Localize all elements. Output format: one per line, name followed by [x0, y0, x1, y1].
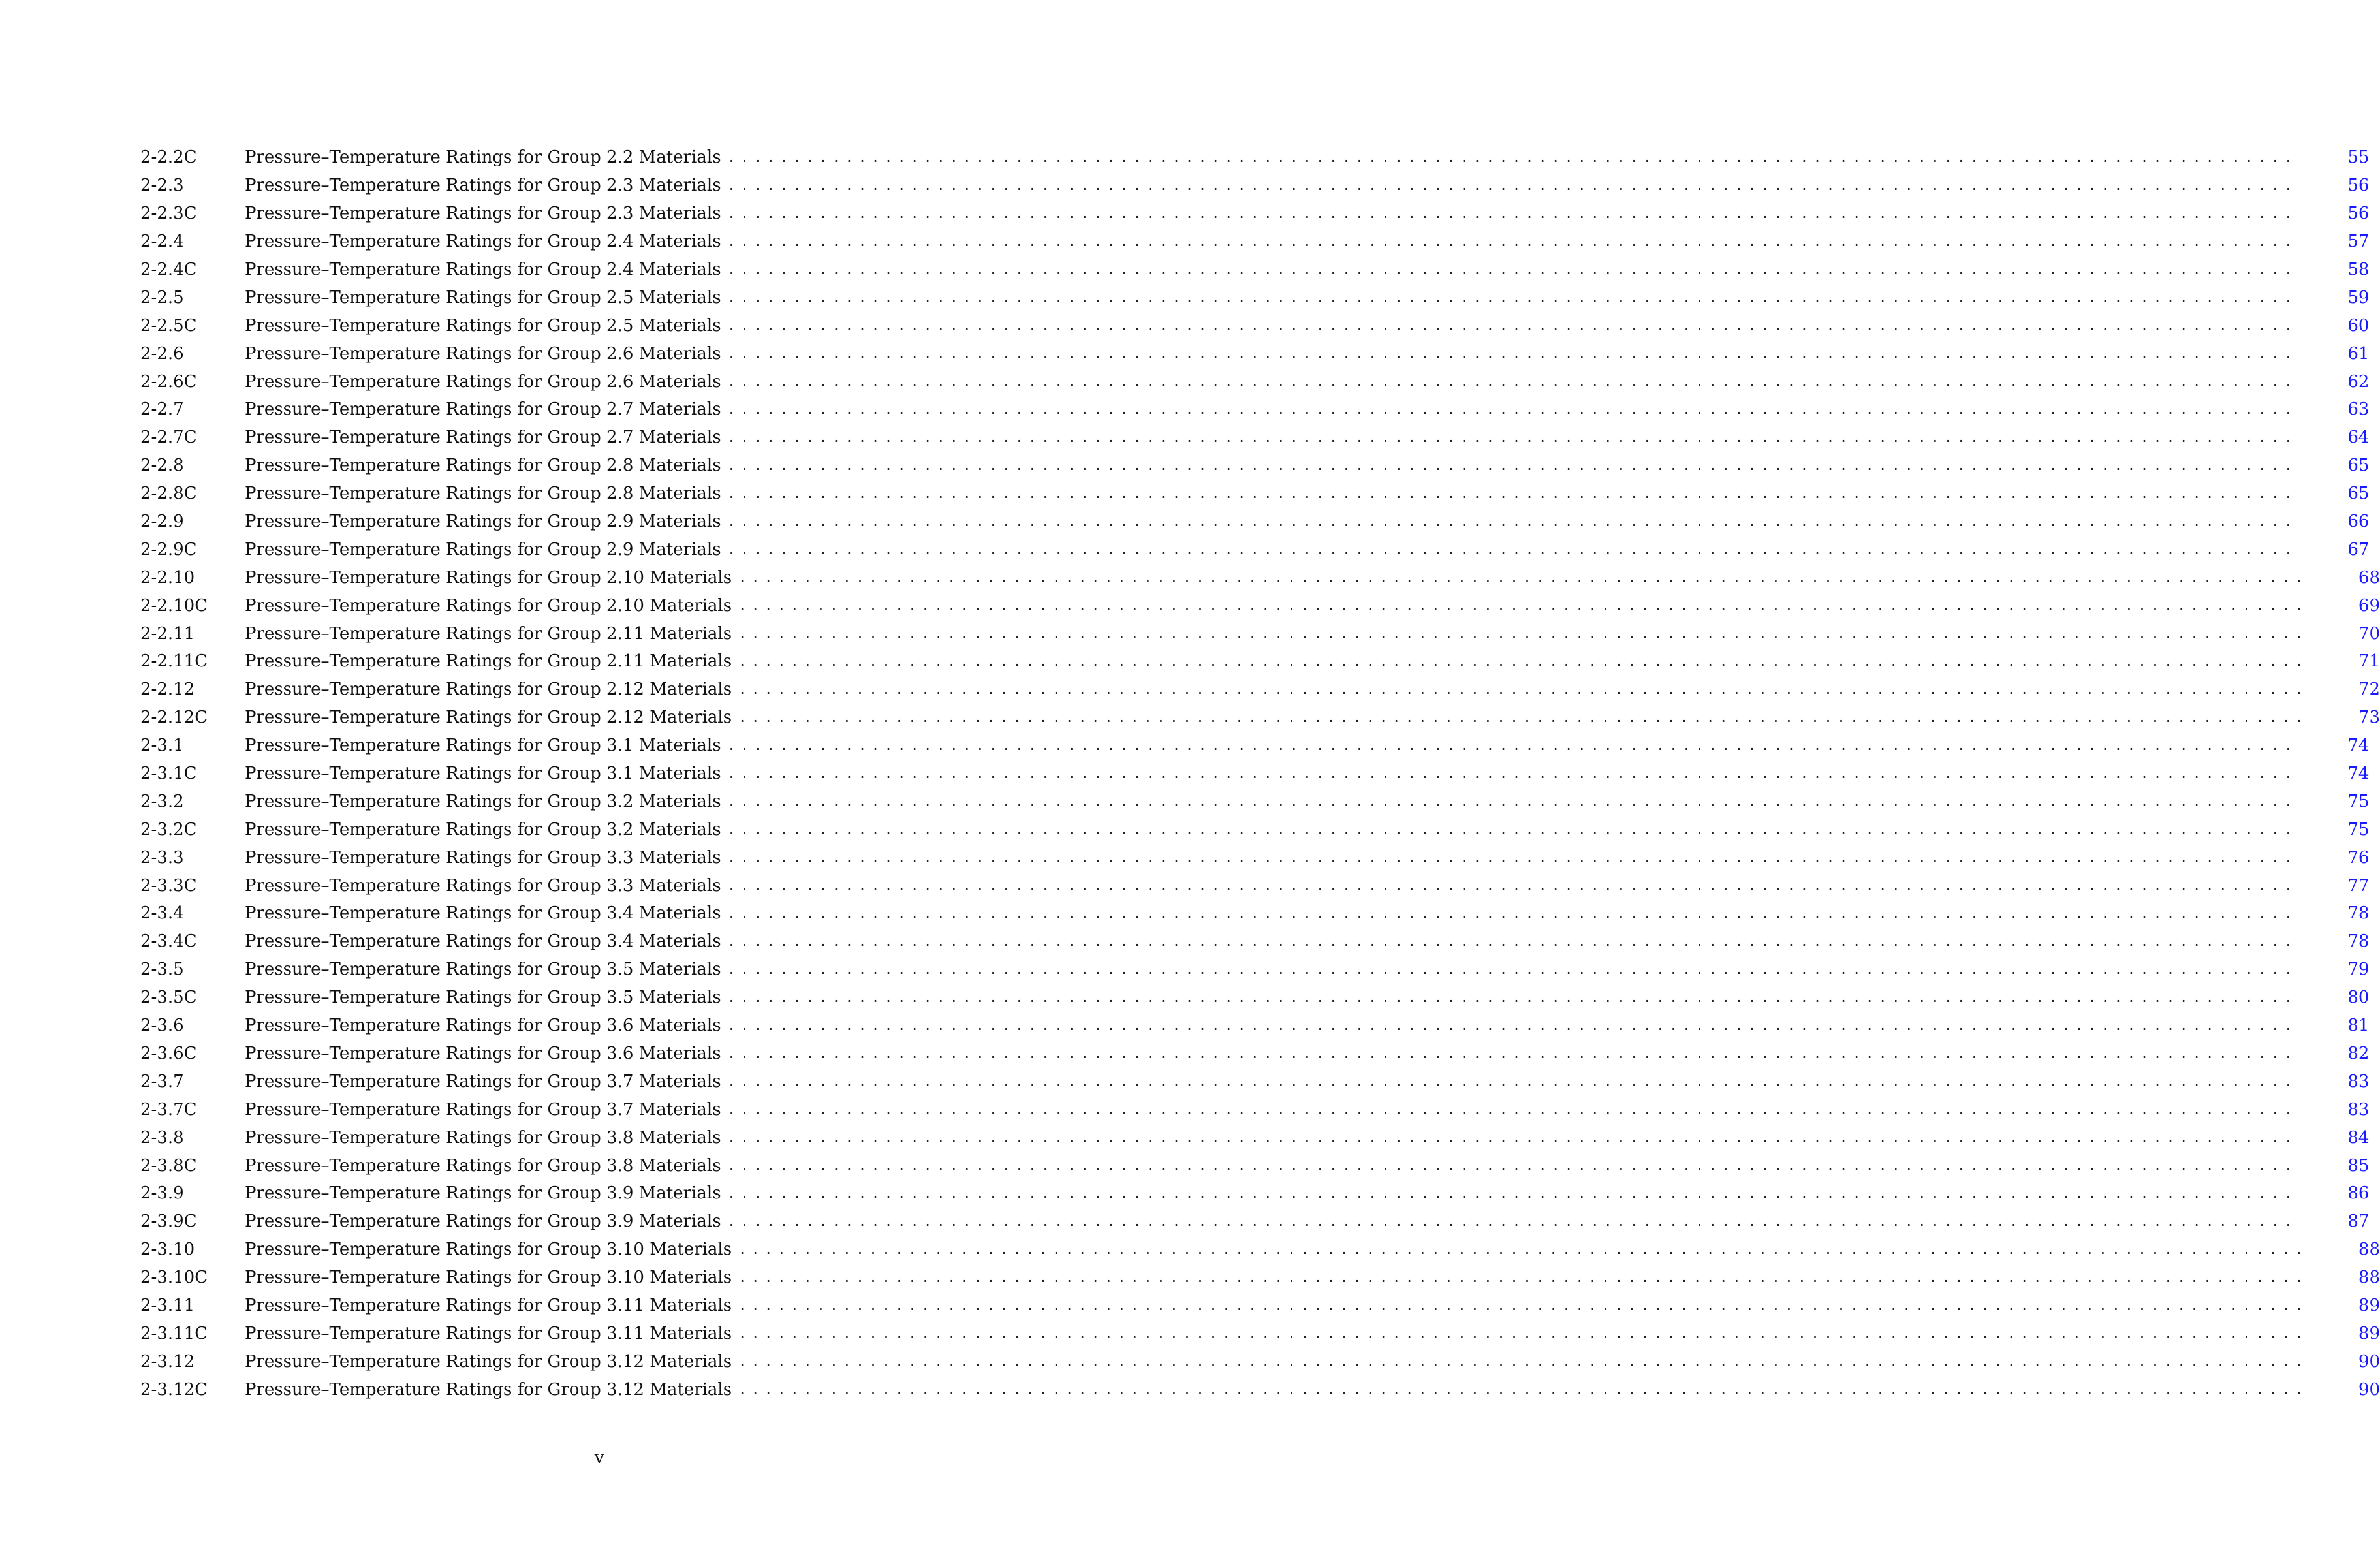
toc-entry-page-link[interactable]: 58	[2347, 260, 2370, 279]
dot-leader: ........................................................................................................................	[738, 1242, 2308, 1258]
toc-entry[interactable]	[140, 1208, 2370, 1236]
toc-entry-title: Pressure–Temperature Ratings for Group 3.8 Materials	[245, 1155, 721, 1176]
toc-entry-title: Pressure–Temperature Ratings for Group 2.8 Materials	[245, 456, 721, 476]
toc-entry-title: Pressure–Temperature Ratings for Group 3.11 Materials	[245, 1323, 732, 1343]
toc-entry-number: 2-2.4	[140, 232, 184, 252]
dot-leader: ........................................................................................................................	[738, 1325, 2308, 1341]
toc-entry-page-link[interactable]: 57	[2347, 232, 2370, 252]
toc-entry-number: 2-2.6	[140, 343, 184, 364]
toc-entry-number: 2-3.3C	[140, 875, 197, 896]
toc-entry-title: Pressure–Temperature Ratings for Group 3.9 Materials	[245, 1212, 721, 1232]
toc-entry-title: Pressure–Temperature Ratings for Group 3.6 Materials	[245, 1043, 721, 1063]
toc-entry-number: 2-3.3	[140, 847, 184, 868]
toc-entry-page-link[interactable]: 83	[2347, 1071, 2370, 1091]
toc-entry-title: Pressure–Temperature Ratings for Group 3.8 Materials	[245, 1127, 721, 1148]
toc-entry[interactable]	[140, 732, 2370, 760]
toc-entry-title: Pressure–Temperature Ratings for Group 3.2 Materials	[245, 791, 721, 811]
toc-entry-page-link[interactable]: 62	[2347, 371, 2370, 392]
toc-entry-title: Pressure–Temperature Ratings for Group 2.2 Materials	[245, 148, 721, 168]
dot-leader: ........................................................................................................................	[738, 1270, 2308, 1286]
toc-entry-number: 2-2.9	[140, 512, 184, 532]
toc-entry-page-link[interactable]: 79	[2347, 960, 2370, 980]
dot-leader: ........................................................................................................................	[738, 569, 2308, 586]
toc-entry-page-link[interactable]: 75	[2347, 819, 2370, 839]
toc-entry-page-link[interactable]: 85	[2347, 1155, 2370, 1176]
toc-entry-title: Pressure–Temperature Ratings for Group 2.3 Materials	[245, 204, 721, 224]
toc-entry[interactable]	[140, 283, 2370, 311]
dot-leader: ........................................................................................................................	[727, 401, 2298, 418]
toc-entry-number: 2-3.2C	[140, 819, 197, 839]
toc-entry-title: Pressure–Temperature Ratings for Group 3.12 Materials	[245, 1351, 732, 1371]
dot-leader: ........................................................................................................................	[727, 178, 2298, 194]
toc-entry-title: Pressure–Temperature Ratings for Group 3.3 Materials	[245, 875, 721, 896]
dot-leader: ........................................................................................................................	[727, 373, 2298, 390]
toc-entry-title: Pressure–Temperature Ratings for Group 2.4 Materials	[245, 232, 721, 252]
toc-entry[interactable]	[140, 452, 2370, 480]
toc-entry-title: Pressure–Temperature Ratings for Group 2.9 Materials	[245, 512, 721, 532]
toc-entry-title: Pressure–Temperature Ratings for Group 3.9 Materials	[245, 1183, 721, 1204]
toc-entry[interactable]	[140, 200, 2370, 228]
toc-entry-number: 2-2.3	[140, 176, 184, 196]
toc-entry-number: 2-3.10C	[140, 1268, 208, 1288]
toc-entry-title: Pressure–Temperature Ratings for Group 3.7 Materials	[245, 1099, 721, 1120]
dot-leader: ........................................................................................................................	[738, 597, 2308, 614]
toc-entry-number: 2-3.1	[140, 736, 184, 756]
toc-entry[interactable]	[140, 1236, 2380, 1264]
toc-entry-title: Pressure–Temperature Ratings for Group 2.9 Materials	[245, 539, 721, 559]
toc-entry-page-link[interactable]: 78	[2347, 932, 2370, 952]
toc-entry-number: 2-3.6	[140, 1016, 184, 1036]
toc-entry[interactable]	[140, 956, 2370, 984]
toc-entry-title: Pressure–Temperature Ratings for Group 2.5 Materials	[245, 287, 721, 307]
dot-leader: ........................................................................................................................	[727, 514, 2298, 530]
dot-leader: ........................................................................................................................	[727, 793, 2298, 809]
toc-entry[interactable]	[140, 843, 2370, 871]
toc-entry-page-link[interactable]: 89	[2358, 1295, 2380, 1315]
toc-entry[interactable]	[140, 676, 2380, 704]
dot-leader: ........................................................................................................................	[727, 262, 2298, 277]
toc-entry-page-link[interactable]: 84	[2347, 1127, 2370, 1148]
toc-entry-number: 2-2.9C	[140, 539, 197, 559]
dot-leader: ........................................................................................................................	[727, 317, 2298, 334]
toc-entry-page-link[interactable]: 76	[2347, 847, 2370, 868]
dot-leader: ........................................................................................................................	[727, 458, 2298, 474]
dot-leader: ........................................................................................................................	[727, 877, 2298, 894]
toc-entry[interactable]	[140, 648, 2380, 676]
toc-entry-title: Pressure–Temperature Ratings for Group 3.5 Materials	[245, 960, 721, 980]
toc-entry[interactable]	[140, 928, 2370, 956]
toc-entry-title: Pressure–Temperature Ratings for Group 2.7 Materials	[245, 400, 721, 420]
toc-entry-title: Pressure–Temperature Ratings for Group 3.11 Materials	[245, 1295, 732, 1315]
toc-entry-page-link[interactable]: 88	[2358, 1268, 2380, 1288]
toc-entry-number: 2-3.9C	[140, 1212, 197, 1232]
dot-leader: ........................................................................................................................	[738, 682, 2308, 698]
toc-entry-number: 2-2.3C	[140, 204, 197, 224]
toc-entry-page-link[interactable]: 56	[2347, 204, 2370, 224]
toc-entry-title: Pressure–Temperature Ratings for Group 3.1 Materials	[245, 764, 721, 784]
toc-entry-number: 2-3.4C	[140, 932, 197, 952]
toc-entry-page-link[interactable]: 59	[2347, 287, 2370, 307]
toc-entry-number: 2-2.6C	[140, 371, 197, 392]
toc-entry[interactable]	[140, 535, 2370, 563]
toc-entry-number: 2-2.11C	[140, 651, 208, 672]
toc-entry-page-link[interactable]: 90	[2358, 1351, 2380, 1371]
dot-leader: ........................................................................................................................	[727, 905, 2298, 922]
toc-entry-page-link[interactable]: 60	[2347, 315, 2370, 336]
dot-leader: ........................................................................................................................	[727, 206, 2298, 222]
toc-entry-title: Pressure–Temperature Ratings for Group 2.10 Materials	[245, 595, 732, 616]
toc-entry-number: 2-3.1C	[140, 764, 197, 784]
toc-entry[interactable]	[140, 1319, 2380, 1347]
toc-entry-number: 2-2.11	[140, 623, 195, 644]
toc-entry-number: 2-3.11	[140, 1295, 195, 1315]
toc-entry-page-link[interactable]: 83	[2347, 1099, 2370, 1120]
toc-entry-title: Pressure–Temperature Ratings for Group 2.10 Materials	[245, 567, 732, 588]
dot-leader: ........................................................................................................................	[727, 990, 2298, 1006]
toc-entry-number: 2-2.10C	[140, 595, 208, 616]
toc-entry-page-link[interactable]: 74	[2347, 736, 2370, 756]
toc-entry[interactable]	[140, 480, 2370, 508]
toc-entry-title: Pressure–Temperature Ratings for Group 3.4 Materials	[245, 903, 721, 924]
toc-entry[interactable]	[140, 760, 2370, 788]
toc-entry-page-link[interactable]: 70	[2358, 623, 2380, 644]
toc-entry-title: Pressure–Temperature Ratings for Group 3.6 Materials	[245, 1016, 721, 1036]
toc-entry-page-link[interactable]: 77	[2347, 875, 2370, 896]
toc-entry-title: Pressure–Temperature Ratings for Group 3.10 Materials	[245, 1268, 732, 1288]
dot-leader: ........................................................................................................................	[738, 625, 2308, 642]
toc-entry-title: Pressure–Temperature Ratings for Group 2.12 Materials	[245, 680, 732, 700]
toc-entry-page-link[interactable]: 82	[2347, 1043, 2370, 1063]
dot-leader: ........................................................................................................................	[727, 1101, 2298, 1118]
toc-entry[interactable]	[140, 424, 2370, 452]
toc-entry-page-link[interactable]: 63	[2347, 400, 2370, 420]
toc-entry-number: 2-2.12C	[140, 708, 208, 728]
toc-entry-page-link[interactable]: 81	[2347, 1016, 2370, 1036]
toc-entry-page-link[interactable]: 89	[2358, 1323, 2380, 1343]
dot-leader: ........................................................................................................................	[727, 149, 2298, 166]
toc-entry[interactable]	[140, 228, 2370, 256]
toc-entry-page-link[interactable]: 69	[2358, 595, 2380, 616]
toc-entry[interactable]	[140, 1292, 2380, 1320]
dot-leader: ........................................................................................................................	[727, 289, 2298, 306]
toc-entry[interactable]	[140, 1264, 2380, 1292]
toc-entry[interactable]	[140, 508, 2370, 536]
toc-entry[interactable]	[140, 1067, 2370, 1095]
toc-entry-page-link[interactable]: 86	[2347, 1183, 2370, 1204]
toc-entry[interactable]	[140, 563, 2380, 591]
toc-entry-title: Pressure–Temperature Ratings for Group 3.5 Materials	[245, 988, 721, 1008]
dot-leader: ........................................................................................................................	[727, 234, 2298, 250]
dot-leader: ........................................................................................................................	[727, 345, 2298, 362]
toc-entry[interactable]	[140, 984, 2370, 1012]
toc-entry-page-link[interactable]: 67	[2347, 539, 2370, 559]
toc-entry-number: 2-3.2	[140, 791, 184, 811]
toc-entry-title: Pressure–Temperature Ratings for Group 2.6 Materials	[245, 371, 721, 392]
toc-entry-number: 2-3.10	[140, 1240, 195, 1260]
dot-leader: ........................................................................................................................	[727, 1214, 2298, 1230]
toc-entry-page-link[interactable]: 66	[2347, 512, 2370, 532]
toc-entry-page-link[interactable]: 73	[2358, 708, 2380, 728]
toc-entry-number: 2-3.5	[140, 960, 184, 980]
toc-entry-title: Pressure–Temperature Ratings for Group 3.3 Materials	[245, 847, 721, 868]
toc-entry[interactable]	[140, 1095, 2370, 1123]
dot-leader: ........................................................................................................................	[727, 541, 2298, 557]
dot-leader: ........................................................................................................................	[738, 653, 2308, 670]
toc-entry[interactable]	[140, 900, 2370, 928]
toc-entry-number: 2-2.10	[140, 567, 195, 588]
toc-entry[interactable]	[140, 619, 2380, 648]
toc-entry-title: Pressure–Temperature Ratings for Group 3.1 Materials	[245, 736, 721, 756]
toc-entry-number: 2-2.8C	[140, 484, 197, 504]
toc-entry-page-link[interactable]: 72	[2358, 680, 2380, 700]
toc-entry-page-link[interactable]: 65	[2347, 456, 2370, 476]
toc-entry-number: 2-3.5C	[140, 988, 197, 1008]
toc-entry[interactable]	[140, 787, 2370, 815]
toc-entry-page-link[interactable]: 75	[2347, 791, 2370, 811]
toc-entry-page-link[interactable]: 80	[2347, 988, 2370, 1008]
toc-entry[interactable]	[140, 815, 2370, 843]
dot-leader: ........................................................................................................................	[727, 1185, 2298, 1202]
toc-entry-page-link[interactable]: 55	[2347, 148, 2370, 168]
toc-entry[interactable]	[140, 1152, 2370, 1180]
dot-leader: ........................................................................................................................	[727, 1157, 2298, 1174]
toc-entry-number: 2-3.12	[140, 1351, 195, 1371]
toc-entry-title: Pressure–Temperature Ratings for Group 3.7 Materials	[245, 1071, 721, 1091]
toc-entry-number: 2-3.7	[140, 1071, 184, 1091]
dot-leader: ........................................................................................................................	[738, 1297, 2308, 1313]
dot-leader: ........................................................................................................................	[727, 962, 2298, 978]
table-of-contents	[140, 144, 2380, 1403]
toc-entry-page-link[interactable]: 87	[2347, 1212, 2370, 1232]
toc-entry-page-link[interactable]: 61	[2347, 343, 2370, 364]
toc-entry-number: 2-3.4	[140, 903, 184, 924]
dot-leader: ........................................................................................................................	[727, 486, 2298, 502]
toc-entry-title: Pressure–Temperature Ratings for Group 2.12 Materials	[245, 708, 732, 728]
dot-leader: ........................................................................................................................	[727, 933, 2298, 950]
toc-entry-page-link[interactable]: 68	[2358, 567, 2380, 588]
toc-entry-title: Pressure–Temperature Ratings for Group 3.4 Materials	[245, 932, 721, 952]
dot-leader: ........................................................................................................................	[727, 430, 2298, 446]
toc-entry[interactable]	[140, 1180, 2370, 1208]
toc-entry[interactable]	[140, 1040, 2370, 1068]
toc-entry-title: Pressure–Temperature Ratings for Group 3.12 Materials	[245, 1379, 732, 1400]
dot-leader: ........................................................................................................................	[727, 738, 2298, 754]
toc-entry-page-link[interactable]: 88	[2358, 1240, 2380, 1260]
toc-entry[interactable]	[140, 172, 2370, 200]
toc-entry[interactable]	[140, 704, 2380, 732]
toc-entry[interactable]	[140, 144, 2370, 172]
toc-entry[interactable]	[140, 1347, 2380, 1375]
dot-leader: ........................................................................................................................	[727, 1129, 2298, 1146]
toc-entry-title: Pressure–Temperature Ratings for Group 3.10 Materials	[245, 1240, 732, 1260]
dot-leader: ........................................................................................................................	[727, 821, 2298, 838]
toc-entry[interactable]	[140, 591, 2380, 619]
toc-entry-number: 2-3.9	[140, 1183, 184, 1204]
dot-leader: ........................................................................................................................	[727, 849, 2298, 866]
toc-entry-page-link[interactable]: 71	[2358, 651, 2380, 672]
toc-entry-page-link[interactable]: 65	[2347, 484, 2370, 504]
toc-entry-number: 2-3.12C	[140, 1379, 208, 1400]
toc-entry-number: 2-2.2C	[140, 148, 197, 168]
toc-entry[interactable]	[140, 368, 2370, 396]
toc-entry-page-link[interactable]: 90	[2358, 1379, 2380, 1400]
toc-entry[interactable]	[140, 1123, 2370, 1152]
dot-leader: ........................................................................................................................	[738, 1353, 2308, 1370]
toc-entry-title: Pressure–Temperature Ratings for Group 2.3 Materials	[245, 176, 721, 196]
dot-leader: ........................................................................................................................	[738, 710, 2308, 726]
toc-entry-title: Pressure–Temperature Ratings for Group 2.11 Materials	[245, 623, 732, 644]
toc-entry-number: 2-3.8C	[140, 1155, 197, 1176]
toc-entry-page-link[interactable]: 64	[2347, 428, 2370, 448]
toc-entry-title: Pressure–Temperature Ratings for Group 2.4 Materials	[245, 260, 721, 279]
toc-entry[interactable]	[140, 339, 2370, 368]
toc-entry-number: 2-2.4C	[140, 260, 197, 279]
page-number-footer: v	[594, 1448, 604, 1467]
toc-entry-number: 2-3.8	[140, 1127, 184, 1148]
dot-leader: ........................................................................................................................	[727, 1018, 2298, 1034]
toc-entry-number: 2-3.6C	[140, 1043, 197, 1063]
toc-entry-title: Pressure–Temperature Ratings for Group 2.6 Materials	[245, 343, 721, 364]
toc-entry-page-link[interactable]: 78	[2347, 903, 2370, 924]
toc-entry-page-link[interactable]: 74	[2347, 764, 2370, 784]
toc-entry-number: 2-2.8	[140, 456, 184, 476]
dot-leader: ........................................................................................................................	[727, 766, 2298, 782]
toc-entry-title: Pressure–Temperature Ratings for Group 2.7 Materials	[245, 428, 721, 448]
dot-leader: ........................................................................................................................	[727, 1073, 2298, 1089]
toc-entry[interactable]	[140, 311, 2370, 339]
toc-entry-number: 2-2.7C	[140, 428, 197, 448]
toc-entry[interactable]	[140, 1012, 2370, 1040]
toc-entry[interactable]	[140, 1375, 2380, 1403]
toc-entry-number: 2-3.11C	[140, 1323, 208, 1343]
dot-leader: ........................................................................................................................	[738, 1381, 2308, 1398]
toc-entry[interactable]	[140, 871, 2370, 900]
toc-entry-number: 2-2.12	[140, 680, 195, 700]
toc-entry-title: Pressure–Temperature Ratings for Group 2.11 Materials	[245, 651, 732, 672]
toc-entry-number: 2-3.7C	[140, 1099, 197, 1120]
toc-entry[interactable]	[140, 396, 2370, 424]
toc-entry-number: 2-2.5	[140, 287, 184, 307]
toc-entry-title: Pressure–Temperature Ratings for Group 2.5 Materials	[245, 315, 721, 336]
toc-entry[interactable]	[140, 256, 2370, 284]
toc-entry-title: Pressure–Temperature Ratings for Group 2.8 Materials	[245, 484, 721, 504]
toc-entry-number: 2-2.5C	[140, 315, 197, 336]
toc-entry-number: 2-2.7	[140, 400, 184, 420]
toc-entry-page-link[interactable]: 56	[2347, 176, 2370, 196]
dot-leader: ........................................................................................................................	[727, 1045, 2298, 1061]
toc-entry-title: Pressure–Temperature Ratings for Group 3.2 Materials	[245, 819, 721, 839]
